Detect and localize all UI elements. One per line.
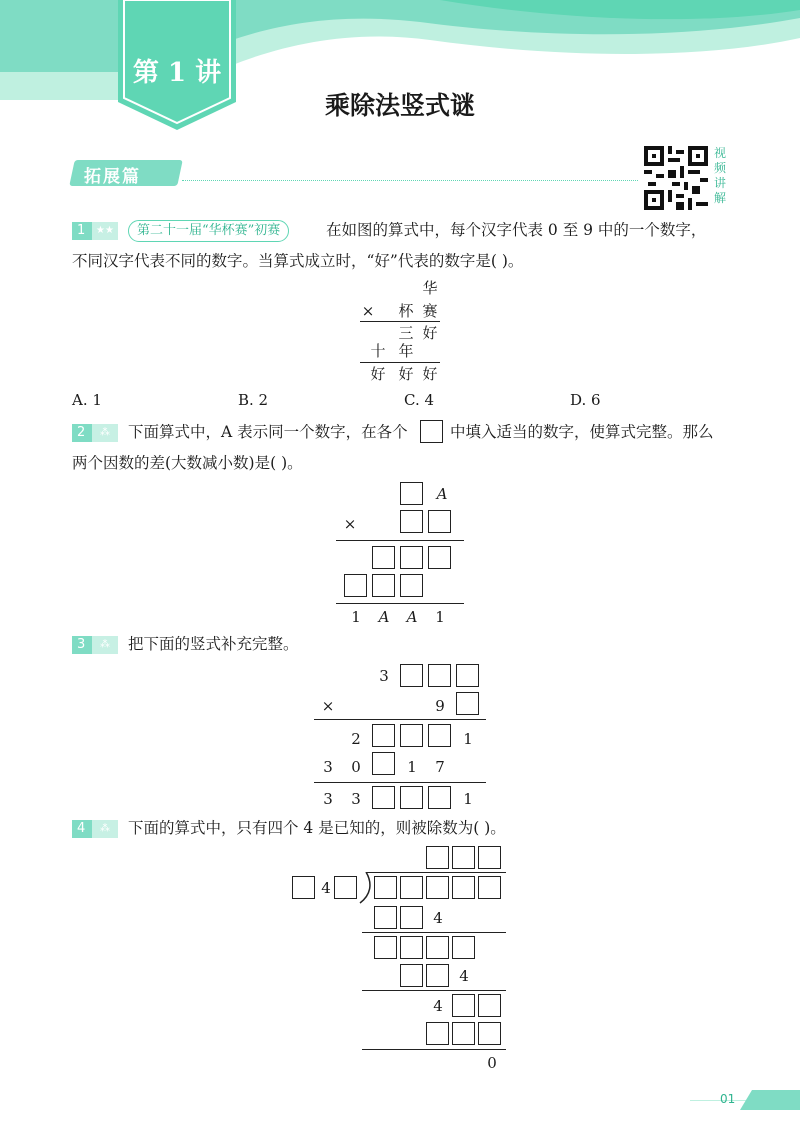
q1-char: 十: [370, 342, 386, 360]
q2-text-part2: 中填入适当的数字，使算式完整。那么: [450, 423, 714, 441]
qr-code-icon: [644, 146, 708, 210]
q3-digit: 3: [379, 667, 389, 685]
q3-digit: 1: [407, 758, 417, 776]
q1-char: 赛: [422, 302, 438, 320]
q4-box[interactable]: [426, 964, 449, 987]
q2-result-digit: A: [406, 608, 418, 624]
q3-box[interactable]: [400, 786, 423, 809]
q2-rule: [336, 603, 464, 604]
q4-box[interactable]: [400, 906, 423, 929]
q1-char: 好: [398, 365, 414, 383]
q2-box[interactable]: [372, 574, 395, 597]
q1-char: 华: [422, 279, 438, 297]
q4-box[interactable]: [400, 936, 423, 959]
q1-rule: [360, 321, 440, 322]
q4-division-bracket: [358, 872, 372, 904]
q4-box[interactable]: [426, 876, 449, 899]
q1-char: 好: [422, 324, 438, 342]
q3-box[interactable]: [428, 786, 451, 809]
q1-option-b: B. 2: [238, 391, 269, 409]
q3-box[interactable]: [456, 664, 479, 687]
footer-tab: [740, 1090, 800, 1110]
qr-caption: 视频讲解: [714, 146, 727, 205]
difficulty-badge: ⁂: [92, 636, 118, 654]
q4-box[interactable]: [426, 936, 449, 959]
q4-box[interactable]: [400, 964, 423, 987]
question-number-1: 1 ★★: [72, 222, 94, 240]
q4-divisor-digit: 4: [321, 879, 331, 897]
q2-box[interactable]: [372, 546, 395, 569]
q2-result-digit: A: [378, 608, 390, 624]
q2-result-digit: 1: [351, 608, 361, 624]
q2-var-a: A: [436, 485, 448, 503]
q1-option-c: C. 4: [404, 391, 435, 409]
q4-box[interactable]: [452, 936, 475, 959]
q4-box[interactable]: [374, 876, 397, 899]
q3-times-sign: ×: [321, 697, 335, 715]
q3-digit: 0: [351, 758, 361, 776]
q4-box[interactable]: [478, 994, 501, 1017]
q4-digit: 4: [433, 997, 443, 1015]
q3-digit: 3: [323, 790, 333, 808]
q4-box[interactable]: [292, 876, 315, 899]
page-title: 乘除法竖式谜: [324, 91, 475, 120]
q4-digit: 4: [459, 967, 469, 985]
q3-digit: 9: [435, 697, 445, 715]
q4-box[interactable]: [478, 1022, 501, 1045]
question-number-3: 3 ⁂: [72, 636, 94, 654]
q4-box[interactable]: [426, 1022, 449, 1045]
q3-digit: 7: [435, 758, 445, 776]
q4-box[interactable]: [452, 994, 475, 1017]
q4-text: 下面的算式中，只有四个 4 是已知的，则被除数为( )。: [128, 819, 506, 837]
difficulty-badge: ⁂: [92, 820, 118, 838]
q1-char: 好: [422, 365, 438, 383]
q1-char: 年: [398, 342, 414, 360]
question-number-2: 2 ⁂: [72, 424, 94, 442]
q2-rule: [336, 540, 464, 541]
q4-box[interactable]: [374, 936, 397, 959]
q3-rule: [314, 782, 486, 783]
q3-text: 把下面的竖式补充完整。: [128, 635, 299, 653]
q4-rule: [362, 1049, 506, 1050]
q2-text-part1: 下面算式中，A 表示同一个数字，在各个: [128, 423, 408, 441]
q1-times-sign: ×: [361, 302, 375, 320]
q2-inline-box: [420, 420, 443, 443]
q3-box[interactable]: [428, 664, 451, 687]
q3-rule: [314, 719, 486, 720]
q3-box[interactable]: [372, 724, 395, 747]
q2-times-sign: ×: [343, 515, 357, 533]
q4-digit: 4: [433, 909, 443, 927]
q2-box[interactable]: [400, 482, 423, 505]
q3-box[interactable]: [400, 724, 423, 747]
q4-box[interactable]: [400, 876, 423, 899]
q4-remainder: 0: [487, 1054, 497, 1072]
q2-box[interactable]: [400, 574, 423, 597]
q3-box[interactable]: [372, 752, 395, 775]
q4-box[interactable]: [426, 846, 449, 869]
lecture-tab: 第 1 讲: [132, 58, 222, 88]
q3-box[interactable]: [400, 664, 423, 687]
q4-rule: [362, 932, 506, 933]
question-number-4: 4 ⁂: [72, 820, 94, 838]
q1-char: 好: [370, 365, 386, 383]
q3-digit: 1: [463, 790, 473, 808]
q3-box[interactable]: [428, 724, 451, 747]
q4-box[interactable]: [478, 846, 501, 869]
difficulty-badge: ★★: [92, 222, 118, 240]
page-number: 01: [720, 1092, 736, 1106]
q1-source-badge: 第二十一届“华杯赛”初赛: [128, 220, 289, 242]
q4-box[interactable]: [374, 906, 397, 929]
q4-rule: [362, 990, 506, 991]
q1-option-d: D. 6: [570, 391, 601, 409]
q4-box[interactable]: [334, 876, 357, 899]
q4-division-bar: [366, 872, 506, 873]
q2-box[interactable]: [428, 546, 451, 569]
q3-digit: 2: [351, 730, 361, 748]
section-divider: [182, 180, 638, 181]
q2-text-line2: 两个因数的差(大数减小数)是( )。: [72, 454, 303, 472]
q3-digit: 3: [351, 790, 361, 808]
q1-char: 三: [398, 324, 414, 342]
q1-rule: [360, 362, 440, 363]
q4-box[interactable]: [478, 876, 501, 899]
q1-text-line2: 不同汉字代表不同的数字。当算式成立时，“好”代表的数字是( )。: [72, 252, 524, 270]
q2-result-digit: 1: [435, 608, 445, 624]
q3-box[interactable]: [372, 786, 395, 809]
q2-box[interactable]: [428, 510, 451, 533]
q3-digit: 1: [463, 730, 473, 748]
q4-box[interactable]: [452, 1022, 475, 1045]
q3-box[interactable]: [456, 692, 479, 715]
q2-box[interactable]: [344, 574, 367, 597]
q2-box[interactable]: [400, 510, 423, 533]
q3-digit: 3: [323, 758, 333, 776]
q4-box[interactable]: [452, 846, 475, 869]
difficulty-badge: ⁂: [92, 424, 118, 442]
q4-box[interactable]: [452, 876, 475, 899]
q1-char: 杯: [398, 302, 414, 320]
section-label: 拓展篇: [84, 167, 141, 187]
q1-text-line1: 在如图的算式中，每个汉字代表 0 至 9 中的一个数字，: [326, 221, 707, 239]
q2-box[interactable]: [400, 546, 423, 569]
q1-option-a: A. 1: [72, 391, 102, 409]
